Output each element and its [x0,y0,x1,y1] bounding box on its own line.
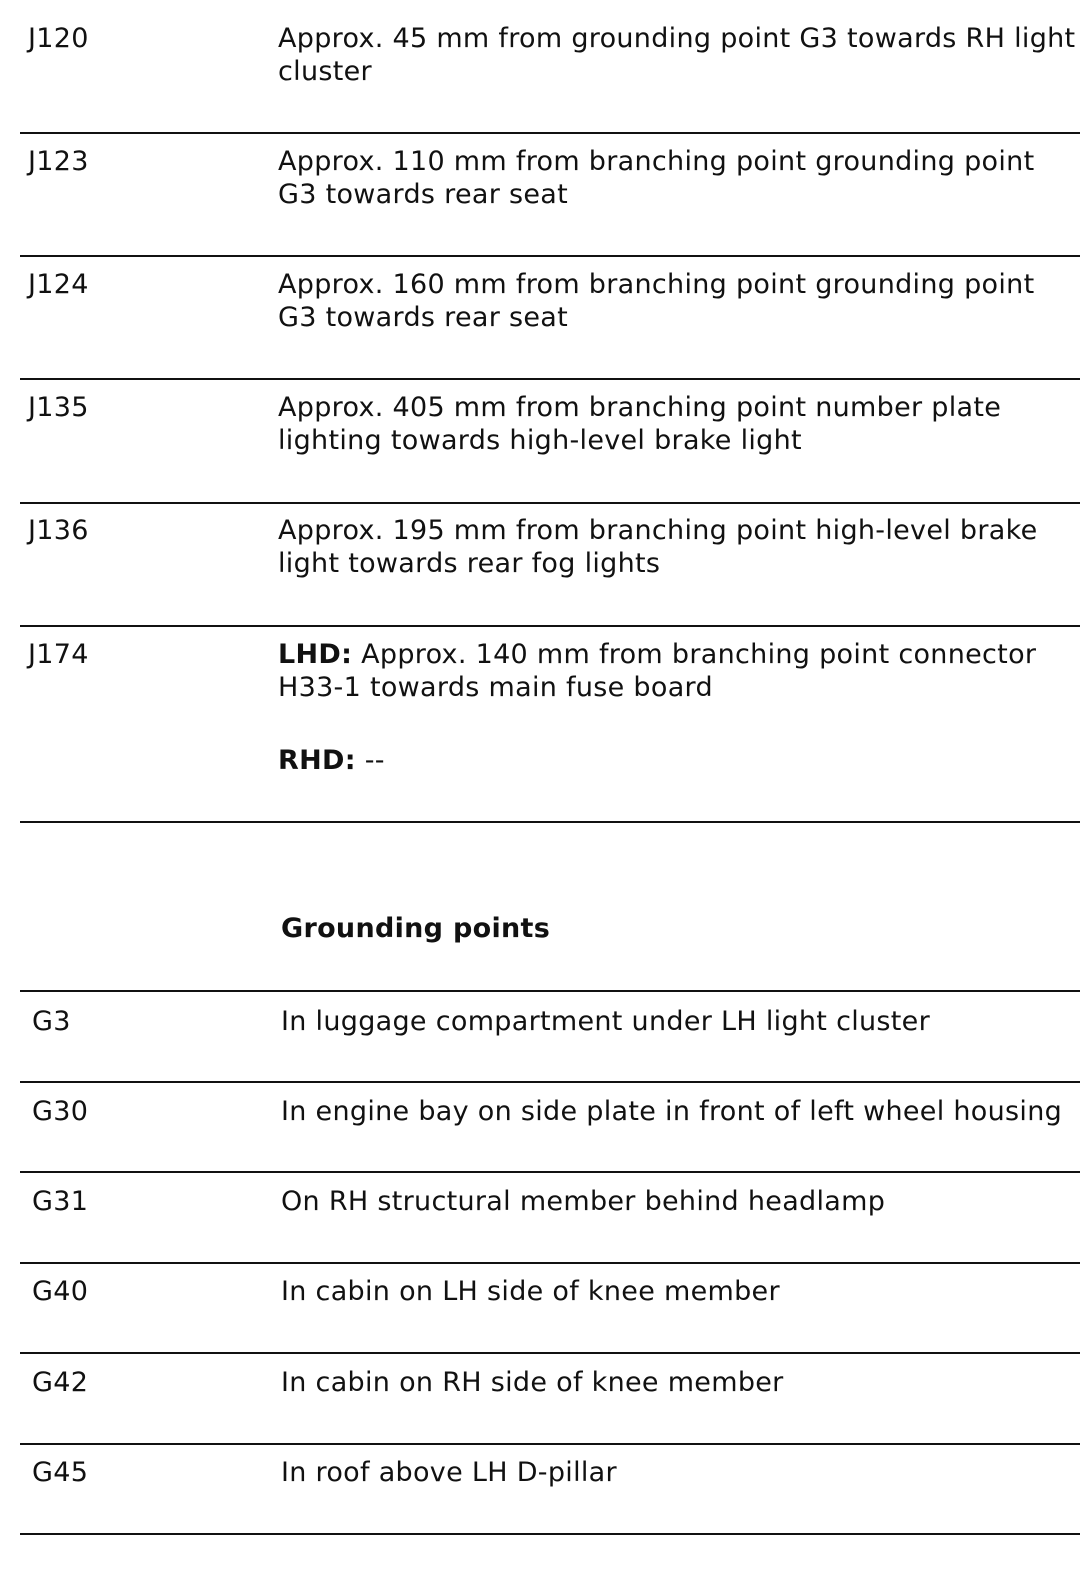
row-divider [20,821,1080,823]
grounding-description: In engine bay on side plate in front of left wheel housing [281,1096,1063,1127]
junction-description-rhd [278,744,1078,777]
rhd-text: -- [364,745,385,776]
row-divider [20,1081,1080,1083]
row-divider [20,132,1080,134]
rhd-label: RHD: [278,745,356,776]
grounding-description: In cabin on LH side of knee member [281,1276,780,1307]
row-divider [20,1352,1080,1354]
row-divider [20,255,1080,257]
row-divider [20,1443,1080,1445]
junction-description: Approx. 195 mm from branching point high-level brake light towards rear fog lights [278,515,1038,579]
grounding-description: In luggage compartment under LH light cluster [281,1006,930,1037]
junction-code: J124 [28,269,89,300]
row-divider [20,625,1080,627]
lhd-label: LHD: [278,639,353,670]
grounding-description: In roof above LH D-pillar [281,1457,617,1488]
junction-code: J174 [28,639,89,670]
junction-description: Approx. 110 mm from branching point grounding point G3 towards rear seat [278,146,1035,210]
lhd-text: Approx. 140 mm from branching point connector H33-1 towards main fuse board [278,639,1037,703]
junction-description: Approx. 45 mm from grounding point G3 towards RH light cluster [278,23,1076,87]
grounding-code: G3 [32,1006,71,1037]
row-divider [20,1171,1080,1173]
row-divider [20,378,1080,380]
grounding-code: G31 [32,1186,89,1217]
junction-description-lhd [278,638,1078,704]
grounding-code: G42 [32,1367,89,1398]
section-heading: Grounding points [281,913,551,944]
row-divider [20,502,1080,504]
grounding-code: G30 [32,1096,89,1127]
row-divider [20,1262,1080,1264]
junction-description: Approx. 160 mm from branching point grounding point G3 towards rear seat [278,269,1035,333]
row-divider [20,1533,1080,1535]
grounding-description: On RH structural member behind headlamp [281,1186,886,1217]
junction-description: Approx. 405 mm from branching point number plate lighting towards high-level brake light [278,392,1002,456]
junction-code: J136 [28,515,89,546]
row-divider [20,990,1080,992]
grounding-code: G45 [32,1457,89,1488]
grounding-code: G40 [32,1276,89,1307]
junction-code: J120 [28,23,89,54]
grounding-description: In cabin on RH side of knee member [281,1367,784,1398]
junction-code: J135 [28,392,89,423]
junction-code: J123 [28,146,89,177]
